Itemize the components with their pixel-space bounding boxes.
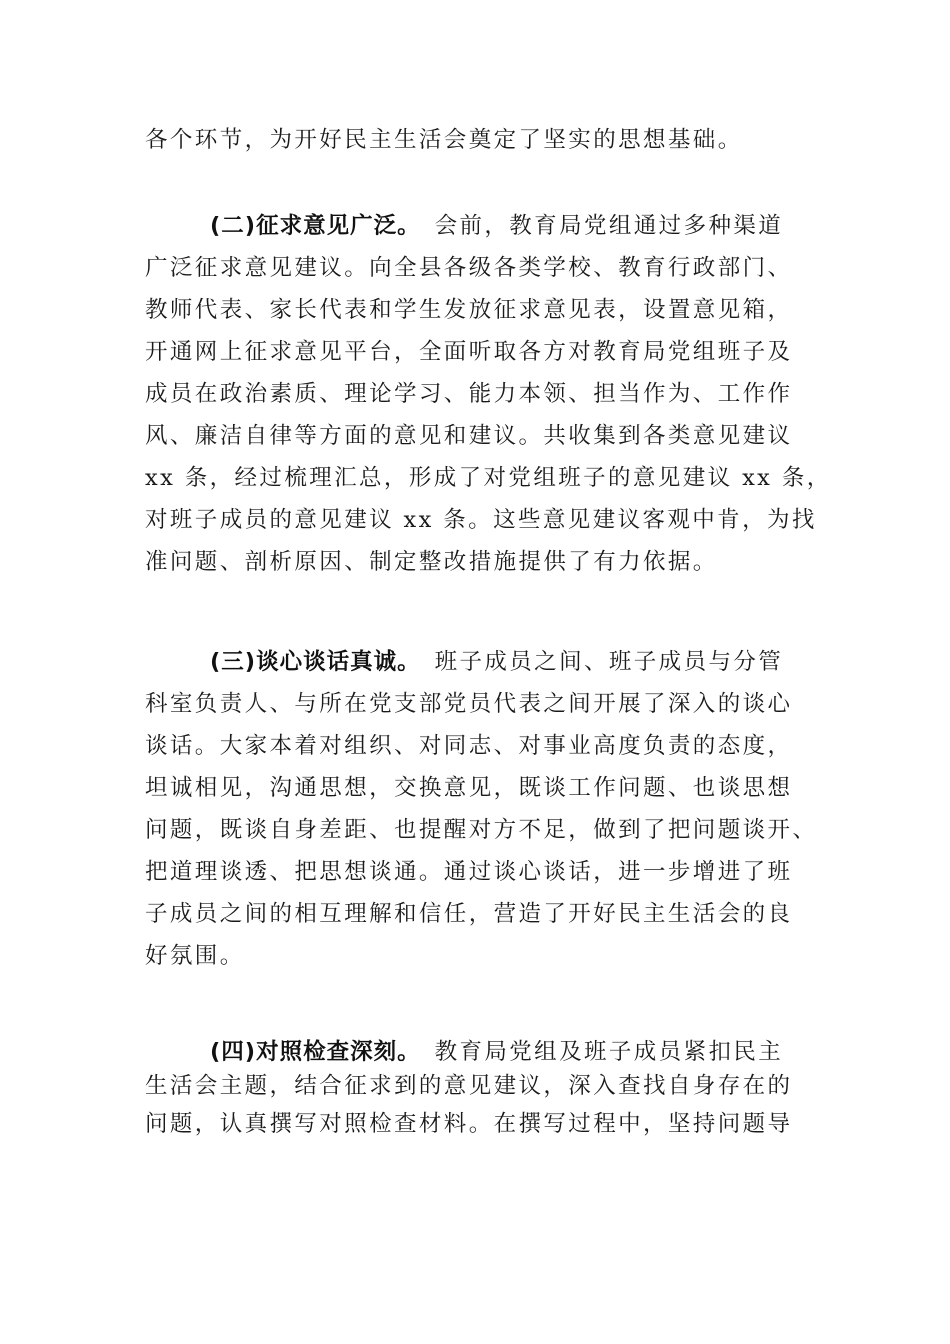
paragraph-text: 问题，既谈自身差距、也提醒对方不足，做到了把问题谈开、 [145,817,818,843]
paragraph-text: 坦诚相见，沟通思想，交换意见，既谈工作问题、也谈思想 [145,775,793,801]
paragraph-3-line-6 [145,858,810,886]
paragraph-text: 谈话。大家本着对组织、对同志、对事业高度负责的态度， [145,733,793,759]
paragraph-text: 问题，认真撰写对照检查材料。在撰写过程中，坚持问题导 [145,1111,793,1137]
paragraph-1-line-1 [145,126,810,154]
paragraph-text: 教育局党组及班子成员紧扣民主 [434,1039,784,1065]
paragraph-text: 生活会主题，结合征求到的意见建议，深入查找自身存在的 [145,1073,793,1099]
section-heading: (二)征求意见广泛。 [210,213,421,239]
paragraph-text: 会前，教育局党组通过多种渠道 [434,213,784,239]
paragraph-2-line-6 [145,422,810,450]
paragraph-3-line-5 [145,816,818,844]
paragraph-2-line-7 [145,464,832,492]
paragraph-text: xx 条，经过梳理汇总，形成了对党组班子的意见建议 xx 条， [145,465,832,491]
paragraph-3-line-8 [145,942,810,970]
paragraph-3-line-4 [145,774,810,802]
paragraph-text: 准问题、剖析原因、制定整改措施提供了有力依据。 [145,549,718,575]
paragraph-4-line-1 [210,1038,810,1066]
paragraph-text: 子成员之间的相互理解和信任，营造了开好民主生活会的良 [145,901,793,927]
paragraph-2-line-9 [145,548,810,576]
paragraph-text: 好氛围。 [145,943,245,969]
paragraph-text: 把道理谈透、把思想谈通。通过谈心谈话，进一步增进了班 [145,859,793,885]
paragraph-text: 广泛征求意见建议。向全县各级各类学校、教育行政部门、 [145,255,793,281]
paragraph-text: 科室负责人、与所在党支部党员代表之间开展了深入的谈心 [145,691,793,717]
paragraph-3-line-1 [210,648,810,676]
paragraph-text: 教师代表、家长代表和学生发放征求意见表，设置意见箱， [145,297,793,323]
paragraph-2-line-8 [145,506,817,534]
paragraph-text: 开通网上征求意见平台，全面听取各方对教育局党组班子及 [145,339,793,365]
paragraph-4-line-3 [145,1110,810,1138]
paragraph-2-line-3 [145,296,810,324]
paragraph-2-line-5 [145,380,810,408]
section-heading: (三)谈心谈话真诚。 [210,649,421,675]
paragraph-4-line-2 [145,1072,810,1100]
paragraph-text: 班子成员之间、班子成员与分管 [434,649,784,675]
paragraph-text: 各个环节，为开好民主生活会奠定了坚实的思想基础。 [145,127,743,153]
paragraph-2-line-4 [145,338,810,366]
paragraph-text: 对班子成员的意见建议 xx 条。这些意见建议客观中肯，为找 [145,507,817,533]
paragraph-2-line-1 [210,212,810,240]
paragraph-3-line-7 [145,900,810,928]
paragraph-2-line-2 [145,254,810,282]
paragraph-text: 风、廉洁自律等方面的意见和建议。共收集到各类意见建议 [145,423,793,449]
paragraph-text: 成员在政治素质、理论学习、能力本领、担当作为、工作作 [145,381,793,407]
paragraph-3-line-2 [145,690,810,718]
paragraph-3-line-3 [145,732,810,760]
section-heading: (四)对照检查深刻。 [210,1039,421,1065]
